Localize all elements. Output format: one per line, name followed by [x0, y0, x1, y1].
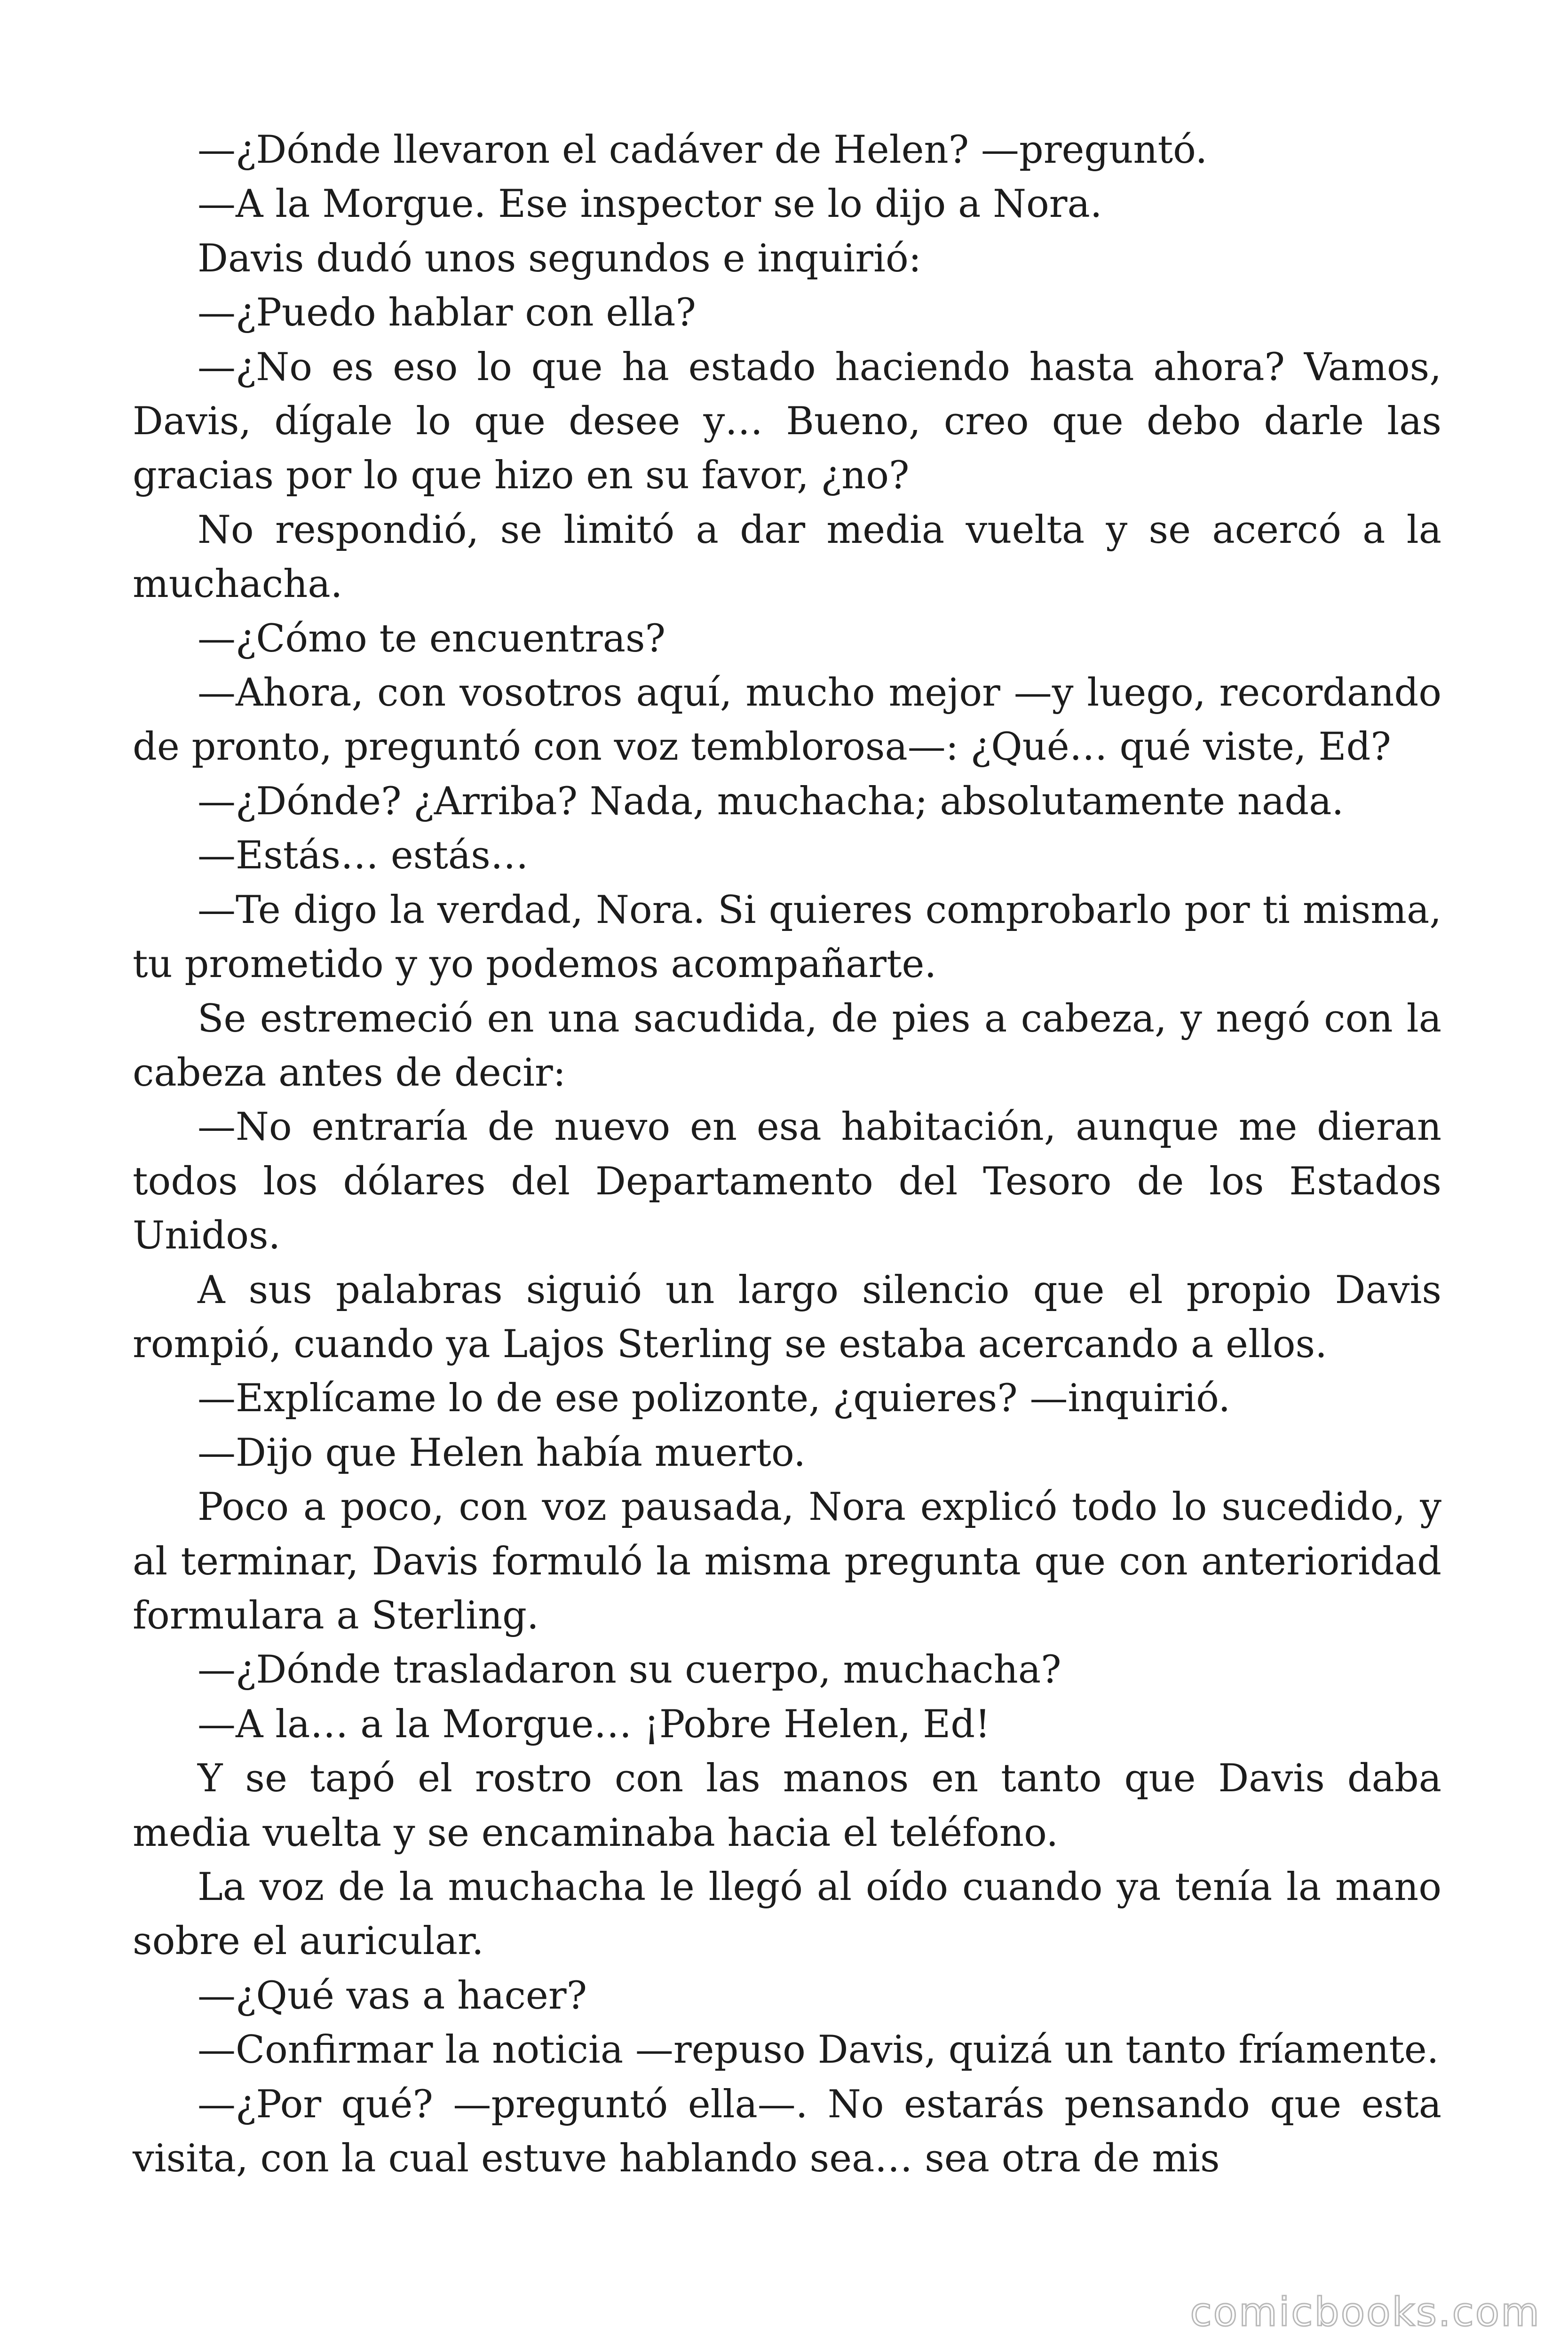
paragraph: —¿Puedo hablar con ella? [198, 291, 696, 335]
paragraph: —Dijo que Helen había muerto. [198, 1430, 806, 1475]
paragraph: —A la… a la Morgue… ¡Pobre Helen, Ed! [198, 1702, 990, 1747]
paragraph: La voz de la muchacha le llegó al oído cuando ya tenía la mano sobre el auricular. [133, 1865, 1441, 1964]
paragraph: —¿Dónde llevaron el cadáver de Helen? —preguntó. [198, 128, 1208, 172]
paragraph: No respondió, se limitó a dar media vuelta y se acercó a la muchacha. [133, 508, 1441, 607]
paragraph: —¿No es eso lo que ha estado haciendo hasta ahora? Vamos, Davis, dígale lo que desee y… Bueno, creo que debo darle las gracias por lo que hizo en su favor, ¿no? [133, 345, 1441, 498]
paragraph: Y se tapó el rostro con las manos en tanto que Davis daba media vuelta y se encaminaba hacia el teléfono. [133, 1756, 1441, 1855]
paragraph: —¿Qué vas a hacer? [198, 1973, 587, 2018]
paragraph: Se estremeció en una sacudida, de pies a cabeza, y negó con la cabeza antes de decir: [133, 996, 1441, 1095]
paragraph: —¿Por qué? —preguntó ella—. No estarás pensando que esta visita, con la cual estuve hablando sea… sea otra de mis [133, 2082, 1441, 2181]
paragraph: Davis dudó unos segundos e inquirió: [198, 236, 921, 281]
paragraph: —A la Morgue. Ese inspector se lo dijo a Nora. [198, 182, 1102, 227]
paragraph: —No entraría de nuevo en esa habitación, aunque me dieran todos los dólares del Departamento del Tesoro de los Estados Unidos. [133, 1105, 1441, 1258]
paragraph: —Confirmar la noticia —repuso Davis, quizá un tanto fríamente. [198, 2028, 1439, 2073]
paragraph: A sus palabras siguió un largo silencio que el propio Davis rompió, cuando ya Lajos Sterling se estaba acercando a ellos. [133, 1268, 1441, 1367]
paragraph: —¿Dónde? ¿Arriba? Nada, muchacha; absolutamente nada. [198, 779, 1344, 824]
paragraph: —Explícame lo de ese polizonte, ¿quieres? —inquirió. [198, 1376, 1231, 1421]
watermark-text: comicbooks.com [1190, 2289, 1541, 2335]
paragraph: —Te digo la verdad, Nora. Si quieres comprobarlo por ti misma, tu prometido y yo podemos acompañarte. [133, 888, 1441, 987]
paragraph: —¿Cómo te encuentras? [198, 616, 666, 661]
paragraph: —Estás… estás… [198, 834, 529, 878]
paragraph: —¿Dónde trasladaron su cuerpo, muchacha? [198, 1648, 1061, 1692]
paragraph: —Ahora, con vosotros aquí, mucho mejor —y luego, recordando de pronto, preguntó con voz temblorosa—: ¿Qué… qué viste, Ed? [133, 671, 1441, 770]
paragraph: Poco a poco, con voz pausada, Nora explicó todo lo sucedido, y al terminar, Davis formuló la misma pregunta que con anterioridad formulara a Sterling. [133, 1485, 1441, 1638]
body-text [133, 123, 1441, 2186]
